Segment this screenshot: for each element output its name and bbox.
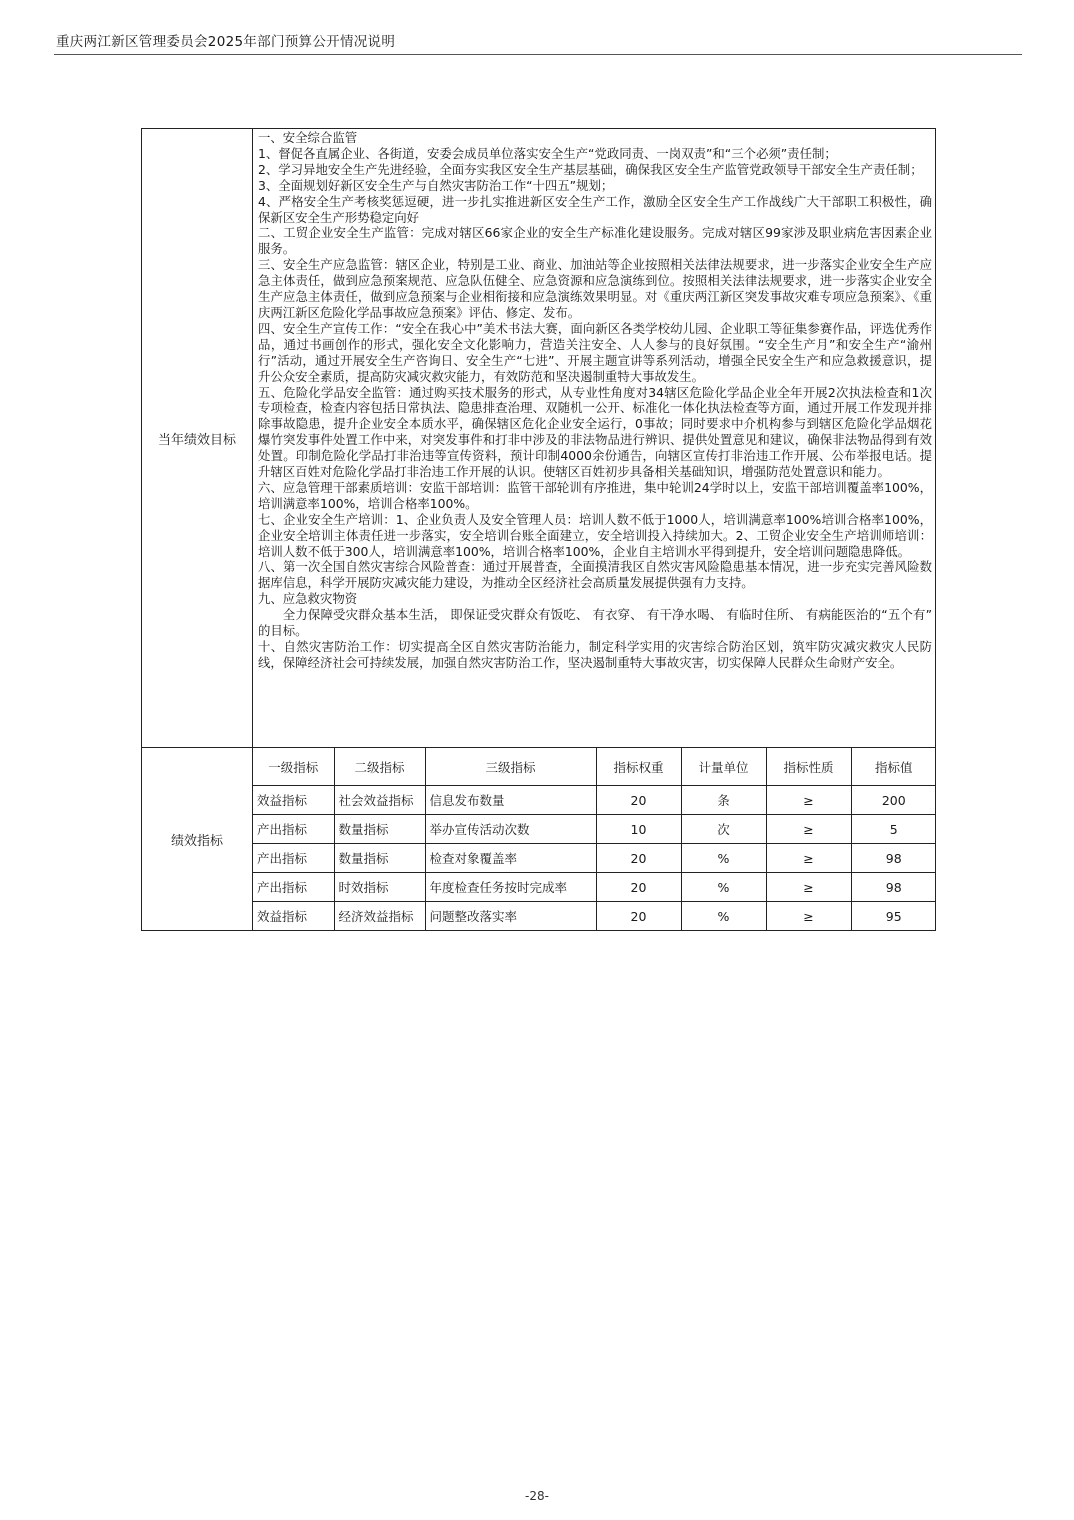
kpi-nature: ≥ xyxy=(766,902,851,931)
kpi-weight: 10 xyxy=(596,815,681,844)
goal-paragraph: 四、安全生产宣传工作：“安全在我心中”美术书法大赛，面向新区各类学校幼儿园、企业职工等征集参赛作品，评选优秀作品，通过书画创作的形式，强化安全文化影响力，营造关注安全、人人参与的良好氛围。“安全生产月”和安全生产“渝州行”活动，通过开展安全生产咨询日、安全生产“七进”、开展主题宣讲等系列活动，增强全民安全生产和应急救援意识，提升公众安全素质，提高防灾减灾救灾能力，有效防范和坚决遏制重特大事故发生。 xyxy=(258,320,932,384)
kpi-unit: % xyxy=(681,844,766,873)
kpi-level3: 年度检查任务按时完成率 xyxy=(425,873,596,902)
kpi-data-row xyxy=(253,786,936,815)
kpi-value: 98 xyxy=(851,873,936,902)
kpi-nature: ≥ xyxy=(766,873,851,902)
kpi-value: 200 xyxy=(851,786,936,815)
kpi-level2: 数量指标 xyxy=(334,844,425,873)
annual-goal-text xyxy=(253,129,935,747)
kpi-level1: 产出指标 xyxy=(253,815,334,844)
kpi-header-cell: 计量单位 xyxy=(681,748,766,786)
kpi-value: 98 xyxy=(851,844,936,873)
kpi-cell xyxy=(253,748,936,931)
kpi-table xyxy=(253,748,936,930)
kpi-data-row xyxy=(253,844,936,873)
kpi-level1: 产出指标 xyxy=(253,873,334,902)
kpi-unit: % xyxy=(681,902,766,931)
kpi-nature: ≥ xyxy=(766,815,851,844)
kpi-level2: 社会效益指标 xyxy=(334,786,425,815)
kpi-header-cell: 一级指标 xyxy=(253,748,334,786)
page-number: -28- xyxy=(525,1489,549,1503)
kpi-level3: 检查对象覆盖率 xyxy=(425,844,596,873)
goal-paragraph: 十、自然灾害防治工作：切实提高全区自然灾害防治能力，制定科学实用的灾害综合防治区划，筑牢防灾减灾救灾人民防线，保障经济社会可持续发展，加强自然灾害防治工作，坚决遏制重特大事故灾害，切实保障人民群众生命财产安全。 xyxy=(258,639,932,670)
goal-paragraph: 一、安全综合监管 xyxy=(258,130,358,145)
kpi-header-cell: 指标值 xyxy=(851,748,936,786)
kpi-weight: 20 xyxy=(596,902,681,931)
kpi-value: 95 xyxy=(851,902,936,931)
kpi-header-cell: 指标权重 xyxy=(596,748,681,786)
goal-paragraph: 五、危险化学品安全监管：通过购买技术服务的形式，从专业性角度对34辖区危险化学品企业全年开展2次执法检查和1次专项检查，检查内容包括日常执法、隐患排查治理、双随机一公开、标准化一体化执法检查等方面，通过开展工作发现并排除事故隐患，提升企业安全本质水平，确保辖区危化企业安全运行，0事故；同时要求中介机构参与到辖区危险化学品烟花爆竹突发事件处置工作中来，对突发事件和打非中涉及的非法物品进行辨识、提供处置意见和建议，确保非法物品得到有效处置。印制危险化学品打非治违等宣传资料，预计印制4000余份通告，向辖区宣传打非治违工作开展、公布举报电话。提升辖区百姓对危险化学品打非治违工作开展的认识。使辖区百姓初步具备相关基础知识，增强防范处置意识和能力。 xyxy=(258,384,932,480)
kpi-level2: 时效指标 xyxy=(334,873,425,902)
goal-paragraph: 八、第一次全国自然灾害综合风险普查：通过开展普查，全面摸清我区自然灾害风险隐患基本情况，进一步充实完善风险数据库信息，科学开展防灾减灾能力建设，为推动全区经济社会高质量发展提供强有力支持。 xyxy=(258,559,932,591)
goal-paragraph: 六、应急管理干部素质培训：安监干部培训：监管干部轮训有序推进，集中轮训24学时以上，安监干部培训覆盖率100%，培训满意率100%，培训合格率100%。 xyxy=(258,479,932,511)
kpi-header-cell: 二级指标 xyxy=(334,748,425,786)
kpi-header-cell: 指标性质 xyxy=(766,748,851,786)
kpi-level3: 举办宣传活动次数 xyxy=(425,815,596,844)
kpi-value: 5 xyxy=(851,815,936,844)
kpi-unit: 次 xyxy=(681,815,766,844)
kpi-level3: 问题整改落实率 xyxy=(425,902,596,931)
performance-goal-table xyxy=(141,128,936,931)
goal-paragraph: 2、学习异地安全生产先进经验，全面夯实我区安全生产基层基础，确保我区安全生产监管党政领导干部安全生产责任制； xyxy=(258,161,923,177)
kpi-level3: 信息发布数量 xyxy=(425,786,596,815)
kpi-level1: 效益指标 xyxy=(253,786,334,815)
kpi-data-row xyxy=(253,815,936,844)
goal-paragraph: 全力保障受灾群众基本生活， 即保证受灾群众有饭吃、 有衣穿、 有干净水喝、 有临时住所、 有病能医治的“五个有” 的目标。 xyxy=(258,607,932,639)
kpi-weight: 20 xyxy=(596,873,681,902)
goal-paragraph: 三、安全生产应急监管：辖区企业，特别是工业、商业、加油站等企业按照相关法律法规要求，进一步落实企业安全生产应急主体责任，做到应急预案规范、应急队伍健全、应急资源和应急演练到位。按照相关法律法规要求，进一步落实企业安全生产应急主体责任，做到应急预案与企业相衔接和应急演练效果明显。对《重庆两江新区突发事故灾难专项应急预案》、《重庆两江新区危险化学品事故应急预案》评估、修定、发布。 xyxy=(258,257,932,320)
kpi-unit: % xyxy=(681,873,766,902)
kpi-data-row xyxy=(253,902,936,931)
kpi-level2: 经济效益指标 xyxy=(334,902,425,931)
goal-paragraph: 二、工贸企业安全生产监管：完成对辖区66家企业的安全生产标准化建设服务。完成对辖区99家涉及职业病危害因素企业服务。 xyxy=(258,225,932,257)
kpi-level2: 数量指标 xyxy=(334,815,425,844)
document-header-title: 重庆两江新区管理委员会2025年部门预算公开情况说明 xyxy=(56,34,396,50)
goal-paragraph: 九、应急救灾物资 xyxy=(258,591,358,607)
annual-goal-cell xyxy=(253,129,936,748)
goal-paragraph: 七、企业安全生产培训：1、企业负责人及安全管理人员：培训人数不低于1000人，培训满意率100%培训合格率100%，企业安全培训主体责任进一步落实，安全培训台账全面建立，安全培训投入持续加大。2、工贸企业安全生产培训师培训：培训人数不低于300人，培训满意率100%，培训合格率100%，企业自主培训水平得到提升，安全培训问题隐患降低。 xyxy=(258,511,932,559)
annual-goal-label: 当年绩效目标 xyxy=(142,129,253,748)
goal-paragraph: 3、全面规划好新区安全生产与自然灾害防治工作“十四五”规划； xyxy=(258,177,614,193)
kpi-nature: ≥ xyxy=(766,844,851,873)
goal-paragraph: 4、严格安全生产考核奖惩逗硬，进一步扎实推进新区安全生产工作，激励全区安全生产工作战线广大干部职工积极性，确保新区安全生产形势稳定向好 xyxy=(258,193,932,225)
kpi-header-cell: 三级指标 xyxy=(425,748,596,786)
kpi-label: 绩效指标 xyxy=(142,748,253,931)
kpi-header-row xyxy=(253,748,936,786)
kpi-weight: 20 xyxy=(596,786,681,815)
kpi-nature: ≥ xyxy=(766,786,851,815)
kpi-weight: 20 xyxy=(596,844,681,873)
kpi-level1: 产出指标 xyxy=(253,844,334,873)
kpi-level1: 效益指标 xyxy=(253,902,334,931)
annual-goal-row xyxy=(142,129,936,748)
kpi-unit: 条 xyxy=(681,786,766,815)
kpi-data-row xyxy=(253,873,936,902)
goal-paragraph: 1、督促各直属企业、各街道，安委会成员单位落实安全生产“党政同责、一岗双责”和“三个必须”责任制； xyxy=(258,145,837,161)
header-divider xyxy=(54,54,1022,55)
kpi-row xyxy=(142,748,936,931)
